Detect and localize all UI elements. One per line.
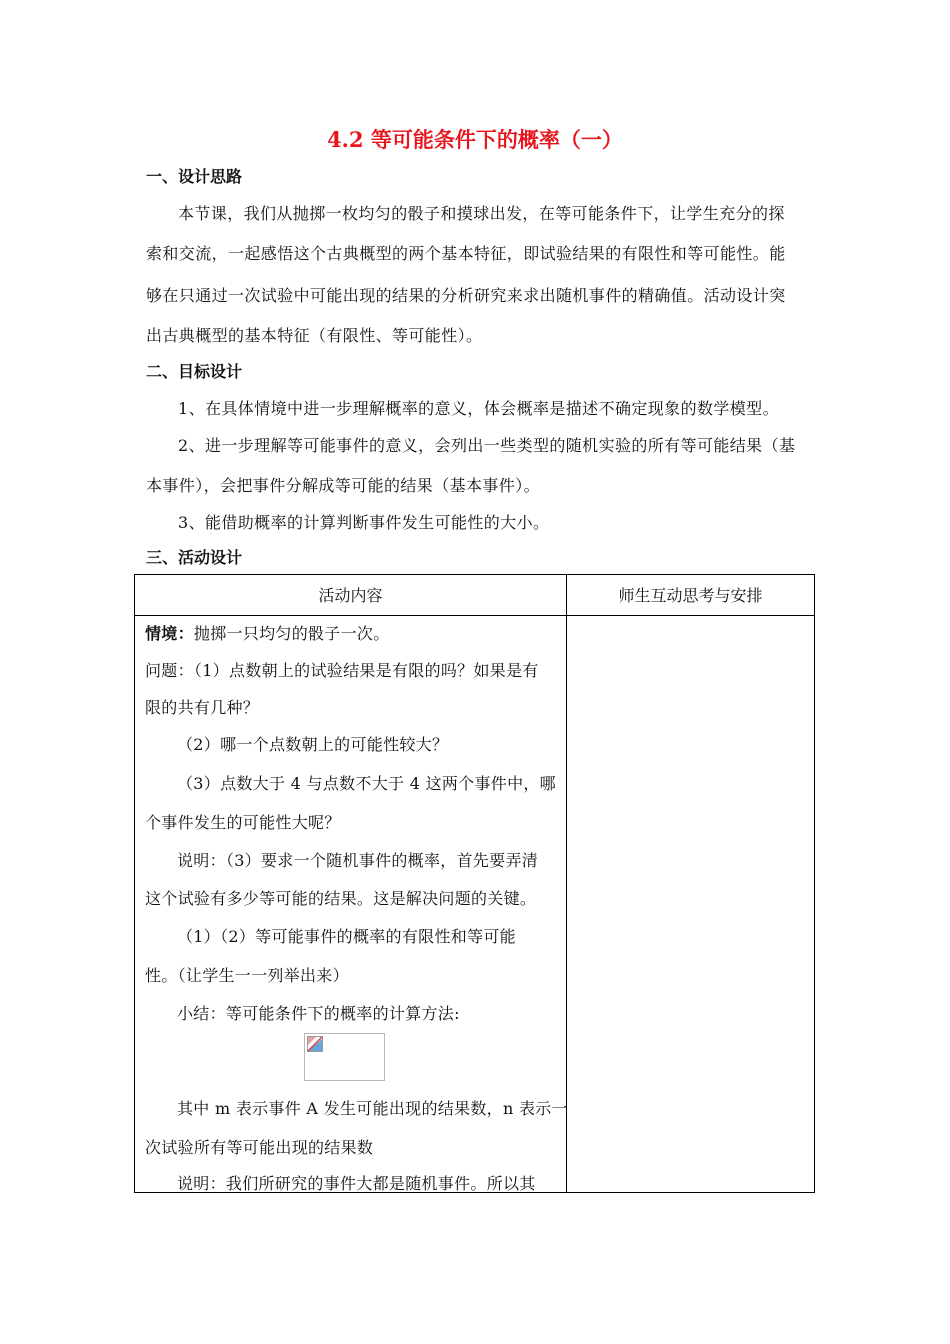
header-teacher-student: 师生互动思考与安排 — [618, 586, 763, 605]
section-heading-activity: 三、活动设计 — [146, 548, 243, 567]
situation-line — [145, 621, 390, 644]
page-title: 4.2 等可能条件下的概率（一） — [327, 127, 623, 152]
content-line: 小结：等可能条件下的概率的计算方法: — [177, 1004, 460, 1023]
situation-text: 抛掷一只均匀的骰子一次。 — [193, 624, 390, 643]
content-line: （3）点数大于 4 与点数不大于 4 这两个事件中，哪 — [177, 774, 556, 793]
content-line: （2）哪一个点数朝上的可能性较大？ — [177, 735, 449, 754]
goal-item: 2、进一步理解等可能事件的意义，会列出一些类型的随机实验的所有等可能结果（基 — [178, 436, 796, 455]
content-line: 说明：我们所研究的事件大都是随机事件。所以其 — [177, 1174, 536, 1193]
content-line: 个事件发生的可能性大呢？ — [145, 813, 341, 832]
situation-label: 情境： — [145, 624, 194, 643]
goal-item: 1、在具体情境中进一步理解概率的意义，体会概率是描述不确定现象的数学模型。 — [178, 399, 779, 418]
content-line: （1）（2）等可能事件的概率的有限性和等可能 — [177, 927, 516, 946]
content-line: 其中 m 表示事件 A 发生可能出现的结果数，n 表示一 — [177, 1099, 568, 1118]
goal-item: 3、能借助概率的计算判断事件发生可能性的大小。 — [178, 513, 550, 532]
content-line: 限的共有几种？ — [145, 698, 260, 717]
content-line: 说明：（3）要求一个随机事件的概率，首先要弄清 — [177, 851, 539, 870]
content-line: 这个试验有多少等可能的结果。这是解决问题的关键。 — [145, 889, 537, 908]
content-line: 问题：（1）点数朝上的试验结果是有限的吗？如果是有 — [145, 661, 539, 680]
paragraph-line: 够在只通过一次试验中可能出现的结果的分析研究来求出随机事件的精确值。活动设计突 — [146, 286, 786, 305]
content-line: 次试验所有等可能出现的结果数 — [145, 1138, 374, 1157]
activity-table — [134, 574, 815, 1193]
content-line: 性。（让学生一一列举出来） — [145, 966, 349, 985]
broken-image-icon — [307, 1036, 323, 1052]
paragraph-line: 索和交流，一起感悟这个古典概型的两个基本特征，即试验结果的有限性和等可能性。能 — [146, 244, 786, 263]
header-divider — [135, 615, 814, 616]
section-heading-design: 一、设计思路 — [146, 167, 243, 186]
paragraph-line: 出古典概型的基本特征（有限性、等可能性）。 — [146, 326, 483, 345]
paragraph-line: 本节课，我们从抛掷一枚均匀的骰子和摸球出发，在等可能条件下，让学生充分的探 — [178, 204, 785, 223]
section-heading-goals: 二、目标设计 — [146, 362, 243, 381]
goal-item-continued: 本事件），会把事件分解成等可能的结果（基本事件）。 — [146, 476, 541, 495]
header-activity-content: 活动内容 — [318, 586, 383, 605]
formula-image-placeholder — [304, 1033, 385, 1081]
